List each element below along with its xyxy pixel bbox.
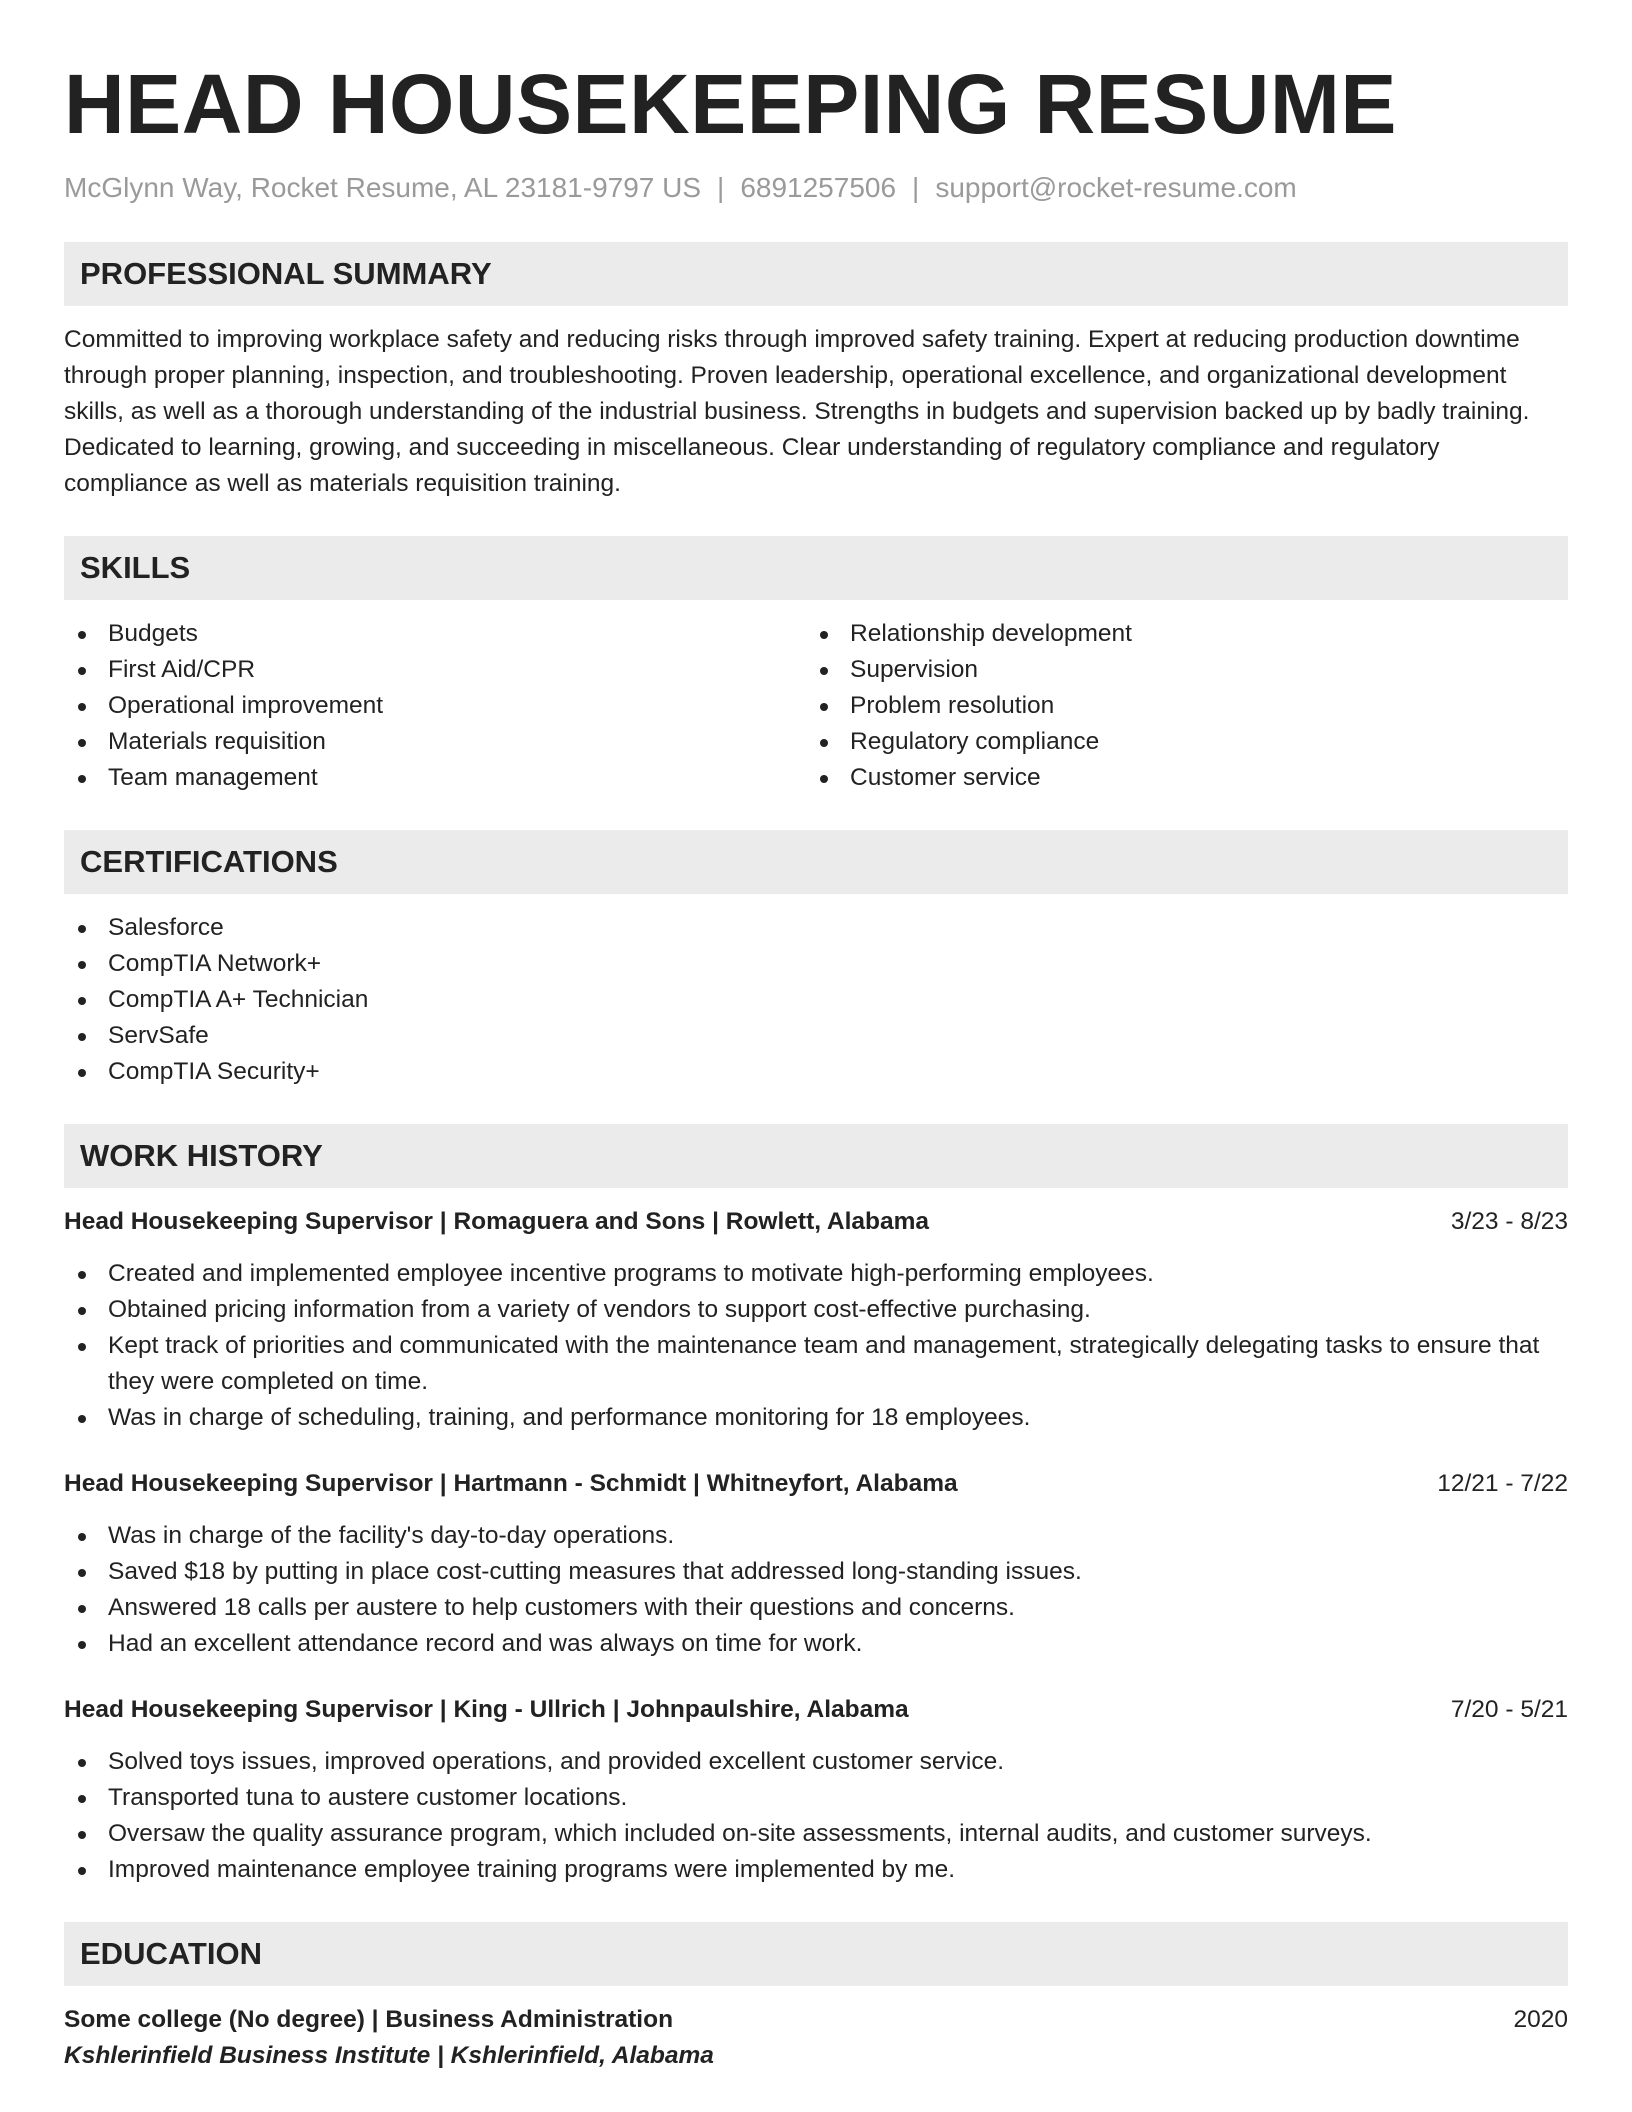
- contact-line: [64, 170, 1568, 206]
- skill-item: Customer service: [806, 760, 1548, 796]
- contact-address: McGlynn Way, Rocket Resume, AL 23181-9797 US: [64, 172, 702, 203]
- skill-item: Materials requisition: [64, 724, 806, 760]
- job-bullet: Created and implemented employee incentive programs to motivate high-performing employees.: [64, 1256, 1568, 1292]
- job-bullet: Saved $18 by putting in place cost-cutting measures that addressed long-standing issues.: [64, 1554, 1568, 1590]
- contact-separator: |: [717, 172, 725, 203]
- job-bullets: [64, 1518, 1568, 1662]
- skill-item: Operational improvement: [64, 688, 806, 724]
- job-title: Head Housekeeping Supervisor | Romaguera and Sons | Rowlett, Alabama: [64, 1208, 930, 1235]
- certification-item: CompTIA Security+: [64, 1054, 1568, 1090]
- section-heading-skills: SKILLS: [64, 536, 1568, 600]
- job-bullet: Answered 18 calls per austere to help customers with their questions and concerns.: [64, 1590, 1568, 1626]
- skills-column-left: [64, 616, 806, 796]
- skills-grid: [64, 616, 1568, 796]
- contact-separator: |: [912, 172, 920, 203]
- section-heading-summary: PROFESSIONAL SUMMARY: [64, 242, 1568, 306]
- job-bullet: Improved maintenance employee training programs were implemented by me.: [64, 1852, 1568, 1888]
- skill-item: Regulatory compliance: [806, 724, 1548, 760]
- section-heading-certifications: CERTIFICATIONS: [64, 830, 1568, 894]
- certification-item: CompTIA Network+: [64, 946, 1568, 982]
- job-header: [64, 1692, 1568, 1728]
- job-title: Head Housekeeping Supervisor | Hartmann - Schmidt | Whitneyfort, Alabama: [64, 1470, 958, 1497]
- section-heading-work-history: WORK HISTORY: [64, 1124, 1568, 1188]
- section-heading-education: EDUCATION: [64, 1922, 1568, 1986]
- job-entry: [64, 1204, 1568, 1436]
- job-title: Head Housekeeping Supervisor | King - Ullrich | Johnpaulshire, Alabama: [64, 1696, 909, 1723]
- job-bullets: [64, 1744, 1568, 1888]
- skill-item: Supervision: [806, 652, 1548, 688]
- job-header: [64, 1466, 1568, 1502]
- contact-email[interactable]: support@rocket-resume.com: [935, 172, 1297, 203]
- education-header: [64, 2002, 1568, 2038]
- skills-column-right: [806, 616, 1548, 796]
- certification-item: Salesforce: [64, 910, 1568, 946]
- certification-item: ServSafe: [64, 1018, 1568, 1054]
- job-dates: 7/20 - 5/21: [1450, 1696, 1568, 1723]
- job-bullet: Kept track of priorities and communicated with the maintenance team and management, strategically delegating tasks to ensure that they were completed on time.: [64, 1328, 1568, 1400]
- contact-phone[interactable]: 6891257506: [740, 172, 897, 203]
- resume-title: HEAD HOUSEKEEPING RESUME: [64, 57, 1397, 151]
- job-bullet: Solved toys issues, improved operations, and provided excellent customer service.: [64, 1744, 1568, 1780]
- job-bullet: Had an excellent attendance record and was always on time for work.: [64, 1626, 1568, 1662]
- job-bullet: Transported tuna to austere customer locations.: [64, 1780, 1568, 1816]
- job-dates: 3/23 - 8/23: [1450, 1208, 1568, 1235]
- skill-item: Problem resolution: [806, 688, 1548, 724]
- job-entry: [64, 1692, 1568, 1888]
- summary-text: Committed to improving workplace safety and reducing risks through improved safety training. Expert at reducing production downtime through proper planning, inspection, and troubleshooting. Proven leadership, operational excellence, and organizational development skills, as well as a thorough understanding of the industrial business. Strengths in budgets and supervision backed up by badly training. Dedicated to learning, growing, and succeeding in miscellaneous. Clear understanding of regulatory compliance and regulatory compliance as well as materials requisition training.: [64, 326, 1530, 497]
- job-bullets: [64, 1256, 1568, 1436]
- job-entry: [64, 1466, 1568, 1662]
- skill-item: Relationship development: [806, 616, 1548, 652]
- education-school: Kshlerinfield Business Institute | Kshlerinfield, Alabama: [64, 2042, 714, 2069]
- skills-list-left: [64, 616, 806, 796]
- skill-item: Budgets: [64, 616, 806, 652]
- job-bullet: Was in charge of the facility's day-to-day operations.: [64, 1518, 1568, 1554]
- certifications-list: [64, 910, 1568, 1090]
- education-year: 2020: [1513, 2006, 1568, 2033]
- job-header: [64, 1204, 1568, 1240]
- certification-item: CompTIA A+ Technician: [64, 982, 1568, 1018]
- job-dates: 12/21 - 7/22: [1437, 1470, 1568, 1497]
- education-degree: Some college (No degree) | Business Administration: [64, 2006, 674, 2033]
- job-bullet: Obtained pricing information from a variety of vendors to support cost-effective purchasing.: [64, 1292, 1568, 1328]
- skills-list-right: [806, 616, 1548, 796]
- job-bullet: Was in charge of scheduling, training, and performance monitoring for 18 employees.: [64, 1400, 1568, 1436]
- job-bullet: Oversaw the quality assurance program, which included on-site assessments, internal audits, and customer surveys.: [64, 1816, 1568, 1852]
- skill-item: Team management: [64, 760, 806, 796]
- skill-item: First Aid/CPR: [64, 652, 806, 688]
